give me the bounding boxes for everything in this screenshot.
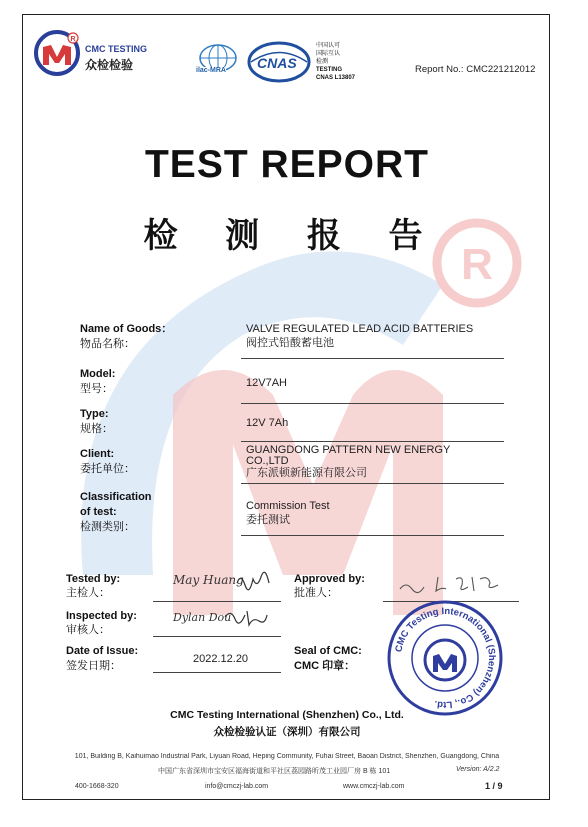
field-underline (241, 403, 504, 404)
page-number: 1 / 9 (485, 781, 503, 791)
label-en: Type: (80, 408, 109, 420)
footer-address-en: 101, Building B, Kaihuimao Industrial Park, Liyuan Road, Heping Community, Fuhai Street, Baoan District, Shenzhen, Guangdong, China (74, 753, 500, 760)
tested-by-label-cn: 主检人： (66, 587, 110, 599)
approved-by-label: Approved by: (294, 573, 365, 585)
value-cn: 委托测试 (246, 514, 290, 526)
value-en: Commission Test (246, 500, 330, 512)
footer-website: www.cmczj-lab.com (343, 783, 405, 790)
seal-ring-text: CMC Testing International (Shenzhen) Co., Ltd. (393, 605, 498, 711)
footer-phone: 400-1668-320 (75, 783, 119, 790)
report-number: Report No.: CMC221212012 (415, 64, 536, 75)
cnas-label: CNAS (257, 55, 297, 71)
field-underline (241, 358, 504, 359)
value-en: GUANGDONG PATTERN NEW ENERGY (246, 444, 451, 456)
seal-label: Seal of CMC: (294, 645, 362, 657)
header-company-cn: 众检检验 (85, 58, 134, 72)
date-label: Date of Issue: (66, 645, 139, 657)
value-en: 12V 7Ah (246, 417, 289, 429)
value-cn: 阀控式铅酸蓄电池 (246, 337, 334, 349)
inspected-by-label-cn: 审核人： (66, 624, 110, 636)
label-cn: 检测类别： (80, 521, 135, 533)
seal-label-cn: CMC 印章： (294, 660, 356, 672)
label-en: Name of Goods： (80, 323, 173, 335)
field-underline (241, 535, 504, 536)
tested-by-handwriting-icon (235, 571, 271, 591)
label-cn: 物品名称： (80, 338, 135, 350)
tested-by-label: Tested by: (66, 573, 121, 585)
label-en: Model: (80, 368, 116, 380)
date-line (153, 672, 281, 673)
ilac-label: ilac-MRA (196, 67, 226, 74)
field-underline (241, 483, 504, 484)
cmc-seal-stamp (385, 598, 505, 718)
svg-text:R: R (461, 240, 493, 289)
date-label-cn: 签发日期： (66, 660, 121, 672)
footer-address-cn: 中国广东省深圳市宝安区福海街道和平社区荔园路昕茂工业园厂房 B 栋 101 (158, 768, 391, 775)
label-en: Client: (80, 448, 115, 460)
footer-email: info@cmczj-lab.com (205, 783, 269, 790)
label-en-line2: of test: (80, 506, 117, 518)
date-value: 2022.12.20 (193, 653, 249, 665)
approved-by-label-cn: 批准人： (294, 587, 338, 599)
approved-by-signature-icon (398, 573, 508, 597)
field-underline (241, 441, 504, 442)
value-cn: 广东派顿新能源有限公司 (246, 467, 367, 479)
title-cn: 检 测 报 告 (143, 216, 431, 256)
label-en: Classification (80, 491, 152, 503)
footer-version: Version: A/2.2 (456, 766, 500, 773)
tested-by-signature: May Huang (173, 573, 244, 587)
footer-company-en: CMC Testing International (Shenzhen) Co., Ltd. (170, 709, 404, 721)
report-page (22, 14, 550, 800)
svg-text:R: R (70, 36, 76, 43)
title-en: TEST REPORT (144, 143, 430, 186)
label-cn: 委托单位： (80, 463, 135, 475)
header-company-en: CMC TESTING (85, 44, 147, 54)
cnas-text-block: 中国认可 国际互认 检测 TESTING CNAS L13807 (316, 43, 356, 81)
label-cn: 型号： (80, 383, 113, 395)
value-en: VALVE REGULATED LEAD ACID BATTERIES (246, 323, 474, 335)
inspected-by-line (153, 636, 281, 637)
footer-company-cn: 众检检验认证（深圳）有限公司 (213, 726, 361, 738)
cmc-logo-icon (33, 29, 81, 77)
inspected-by-label: Inspected by: (66, 610, 137, 622)
inspected-by-handwriting-icon (223, 607, 269, 629)
value-en: 12V7AH (246, 377, 287, 389)
tested-by-line (153, 601, 281, 602)
inspected-by-signature: Dylan Dou (173, 611, 232, 624)
value-en-line2: CO.,LTD (246, 455, 289, 467)
svg-text:CMC Testing International (She (393, 606, 497, 710)
label-cn: 规格： (80, 423, 113, 435)
